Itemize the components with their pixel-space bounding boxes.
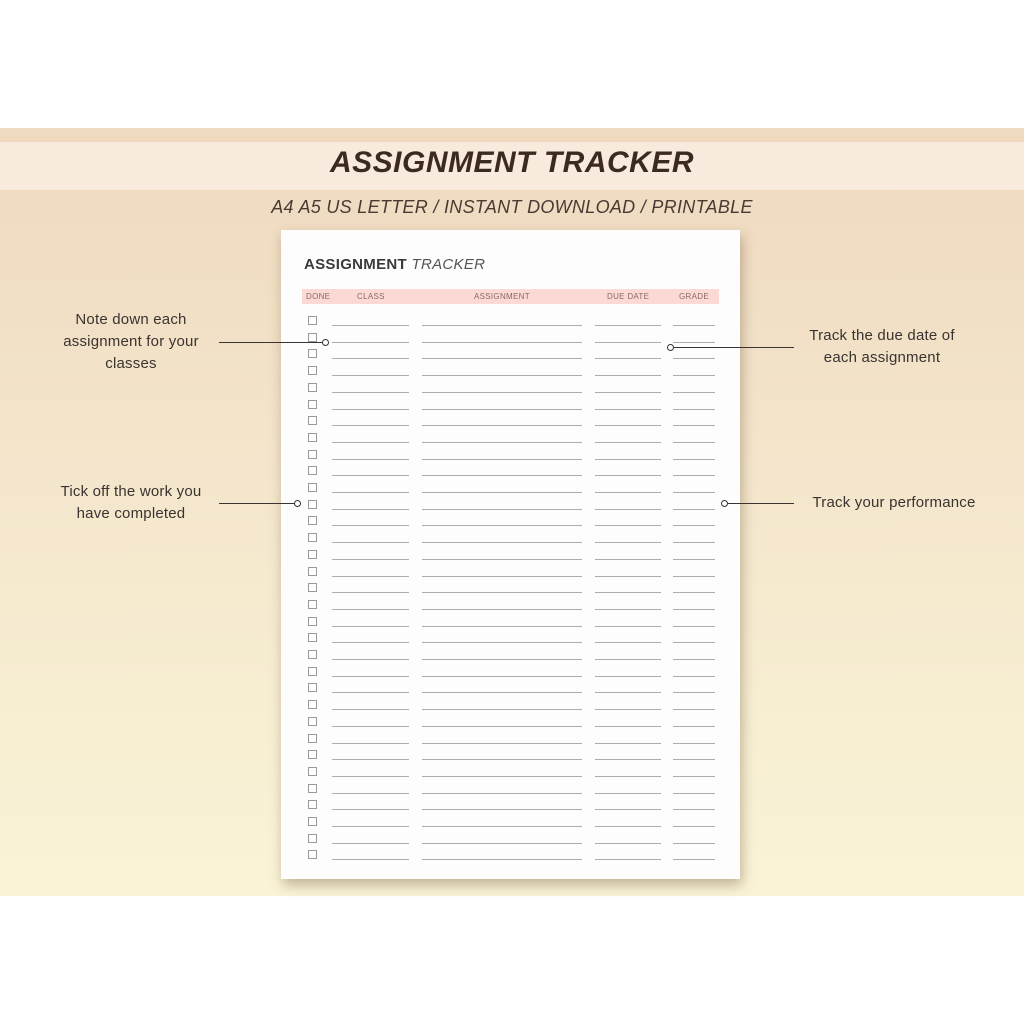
assignment-line <box>422 843 582 844</box>
due-date-line <box>595 392 661 393</box>
due-date-line <box>595 626 661 627</box>
class-line <box>332 826 409 827</box>
callout-class: Note down each assignment for your classes <box>63 311 199 372</box>
done-checkbox[interactable] <box>308 516 317 525</box>
class-line <box>332 809 409 810</box>
grade-line <box>673 609 715 610</box>
done-checkbox[interactable] <box>308 583 317 592</box>
due-date-line <box>595 793 661 794</box>
table-row <box>281 598 740 614</box>
assignment-line <box>422 659 582 660</box>
class-line <box>332 375 409 376</box>
table-row <box>281 498 740 514</box>
due-date-line <box>595 409 661 410</box>
done-checkbox[interactable] <box>308 734 317 743</box>
class-line <box>332 692 409 693</box>
due-date-line <box>595 843 661 844</box>
due-date-line <box>595 809 661 810</box>
table-row <box>281 514 740 530</box>
done-checkbox[interactable] <box>308 633 317 642</box>
due-date-line <box>595 509 661 510</box>
assignment-line <box>422 425 582 426</box>
class-line <box>332 576 409 577</box>
assignment-line <box>422 743 582 744</box>
grade-line <box>673 358 715 359</box>
assignment-line <box>422 776 582 777</box>
class-line <box>332 509 409 510</box>
grade-line <box>673 776 715 777</box>
assignment-line <box>422 709 582 710</box>
due-date-line <box>595 576 661 577</box>
table-row <box>281 531 740 547</box>
table-row <box>281 715 740 731</box>
due-date-line <box>595 692 661 693</box>
assignment-line <box>422 375 582 376</box>
table-row <box>281 815 740 831</box>
grade-line <box>673 409 715 410</box>
grade-line <box>673 743 715 744</box>
done-checkbox[interactable] <box>308 834 317 843</box>
assignment-line <box>422 793 582 794</box>
class-line <box>332 358 409 359</box>
assignment-line <box>422 392 582 393</box>
due-date-line <box>595 325 661 326</box>
assignment-line <box>422 859 582 860</box>
table-row <box>281 782 740 798</box>
due-date-line <box>595 776 661 777</box>
table-row <box>281 732 740 748</box>
class-line <box>332 793 409 794</box>
table-row <box>281 748 740 764</box>
assignment-line <box>422 442 582 443</box>
class-line <box>332 425 409 426</box>
class-line <box>332 342 409 343</box>
class-line <box>332 475 409 476</box>
page-subtitle: A4 A5 US LETTER / INSTANT DOWNLOAD / PRINTABLE <box>271 197 753 217</box>
table-row <box>281 464 740 480</box>
assignment-line <box>422 542 582 543</box>
done-checkbox[interactable] <box>308 850 317 859</box>
assignment-line <box>422 509 582 510</box>
assignment-line <box>422 492 582 493</box>
done-checkbox[interactable] <box>308 767 317 776</box>
done-checkbox[interactable] <box>308 466 317 475</box>
class-line <box>332 459 409 460</box>
due-date-line <box>595 826 661 827</box>
class-line <box>332 859 409 860</box>
class-line <box>332 492 409 493</box>
assignment-line <box>422 409 582 410</box>
callout-done: Tick off the work you have completed <box>60 483 202 522</box>
leader-due-date <box>673 347 794 348</box>
class-line <box>332 609 409 610</box>
grade-line <box>673 442 715 443</box>
header-done: DONE <box>306 292 331 301</box>
class-line <box>332 392 409 393</box>
done-checkbox[interactable] <box>308 533 317 542</box>
done-checkbox[interactable] <box>308 717 317 726</box>
done-checkbox[interactable] <box>308 617 317 626</box>
assignment-line <box>422 809 582 810</box>
grade-line <box>673 542 715 543</box>
done-checkbox[interactable] <box>308 366 317 375</box>
header-assignment: ASSIGNMENT <box>474 292 530 301</box>
class-line <box>332 676 409 677</box>
table-row <box>281 581 740 597</box>
due-date-line <box>595 726 661 727</box>
done-checkbox[interactable] <box>308 567 317 576</box>
done-checkbox[interactable] <box>308 700 317 709</box>
grade-line <box>673 475 715 476</box>
callout-due-date: Track the due date of each assignment <box>809 327 955 366</box>
done-checkbox[interactable] <box>308 483 317 492</box>
due-date-line <box>595 592 661 593</box>
grade-line <box>673 325 715 326</box>
table-rows <box>281 230 740 879</box>
assignment-line <box>422 325 582 326</box>
assignment-line <box>422 609 582 610</box>
grade-line <box>673 525 715 526</box>
header-due-date: DUE DATE <box>607 292 650 301</box>
assignment-line <box>422 475 582 476</box>
table-row <box>281 414 740 430</box>
due-date-line <box>595 743 661 744</box>
class-line <box>332 592 409 593</box>
grade-line <box>673 659 715 660</box>
marker-class <box>322 339 329 346</box>
due-date-line <box>595 642 661 643</box>
due-date-line <box>595 425 661 426</box>
grade-line <box>673 392 715 393</box>
done-checkbox[interactable] <box>308 750 317 759</box>
table-row <box>281 565 740 581</box>
assignment-line <box>422 826 582 827</box>
due-date-line <box>595 659 661 660</box>
class-line <box>332 559 409 560</box>
grade-line <box>673 759 715 760</box>
page-title: ASSIGNMENT TRACKER <box>329 146 694 179</box>
grade-line <box>673 342 715 343</box>
grade-line <box>673 642 715 643</box>
class-line <box>332 542 409 543</box>
class-line <box>332 776 409 777</box>
grade-line <box>673 492 715 493</box>
done-checkbox[interactable] <box>308 416 317 425</box>
due-date-line <box>595 375 661 376</box>
assignment-line <box>422 726 582 727</box>
table-row <box>281 548 740 564</box>
grade-line <box>673 559 715 560</box>
assignment-line <box>422 459 582 460</box>
class-line <box>332 442 409 443</box>
due-date-line <box>595 542 661 543</box>
grade-line <box>673 626 715 627</box>
due-date-line <box>595 709 661 710</box>
leader-done <box>219 503 295 504</box>
done-checkbox[interactable] <box>308 450 317 459</box>
table-row <box>281 448 740 464</box>
header-class: CLASS <box>357 292 385 301</box>
table-row <box>281 848 740 864</box>
table-row <box>281 832 740 848</box>
assignment-line <box>422 642 582 643</box>
table-row <box>281 765 740 781</box>
done-checkbox[interactable] <box>308 550 317 559</box>
due-date-line <box>595 525 661 526</box>
table-row <box>281 314 740 330</box>
assignment-line <box>422 525 582 526</box>
assignment-line <box>422 576 582 577</box>
grade-line <box>673 425 715 426</box>
table-row <box>281 364 740 380</box>
grade-line <box>673 859 715 860</box>
due-date-line <box>595 442 661 443</box>
done-checkbox[interactable] <box>308 400 317 409</box>
grade-line <box>673 459 715 460</box>
grade-line <box>673 843 715 844</box>
table-row <box>281 798 740 814</box>
grade-line <box>673 692 715 693</box>
marker-done <box>294 500 301 507</box>
due-date-line <box>595 475 661 476</box>
table-row <box>281 665 740 681</box>
class-line <box>332 409 409 410</box>
class-line <box>332 642 409 643</box>
grade-line <box>673 809 715 810</box>
assignment-line <box>422 759 582 760</box>
class-line <box>332 525 409 526</box>
tracker-sheet <box>281 230 740 879</box>
done-checkbox[interactable] <box>308 349 317 358</box>
table-row <box>281 431 740 447</box>
assignment-line <box>422 626 582 627</box>
done-checkbox[interactable] <box>308 433 317 442</box>
class-line <box>332 325 409 326</box>
grade-line <box>673 826 715 827</box>
done-checkbox[interactable] <box>308 316 317 325</box>
done-checkbox[interactable] <box>308 784 317 793</box>
due-date-line <box>595 676 661 677</box>
assignment-line <box>422 559 582 560</box>
due-date-line <box>595 559 661 560</box>
grade-line <box>673 676 715 677</box>
grade-line <box>673 375 715 376</box>
assignment-line <box>422 692 582 693</box>
table-row <box>281 381 740 397</box>
grade-line <box>673 726 715 727</box>
done-checkbox[interactable] <box>308 683 317 692</box>
assignment-line <box>422 592 582 593</box>
table-row <box>281 615 740 631</box>
done-checkbox[interactable] <box>308 500 317 509</box>
done-checkbox[interactable] <box>308 650 317 659</box>
sheet-title-bold: ASSIGNMENT <box>304 256 408 273</box>
due-date-line <box>595 358 661 359</box>
class-line <box>332 659 409 660</box>
grade-line <box>673 793 715 794</box>
class-line <box>332 726 409 727</box>
class-line <box>332 626 409 627</box>
assignment-line <box>422 676 582 677</box>
table-row <box>281 481 740 497</box>
table-row <box>281 698 740 714</box>
callout-grade: Track your performance <box>812 494 976 511</box>
class-line <box>332 759 409 760</box>
leader-class <box>219 342 323 343</box>
assignment-line <box>422 342 582 343</box>
table-row <box>281 681 740 697</box>
table-row <box>281 631 740 647</box>
due-date-line <box>595 859 661 860</box>
class-line <box>332 709 409 710</box>
grade-line <box>673 509 715 510</box>
grade-line <box>673 576 715 577</box>
class-line <box>332 743 409 744</box>
leader-grade <box>727 503 794 504</box>
table-row <box>281 648 740 664</box>
grade-line <box>673 709 715 710</box>
table-row <box>281 398 740 414</box>
done-checkbox[interactable] <box>308 383 317 392</box>
done-checkbox[interactable] <box>308 817 317 826</box>
class-line <box>332 843 409 844</box>
due-date-line <box>595 459 661 460</box>
due-date-line <box>595 609 661 610</box>
due-date-line <box>595 759 661 760</box>
done-checkbox[interactable] <box>308 600 317 609</box>
assignment-line <box>422 358 582 359</box>
done-checkbox[interactable] <box>308 800 317 809</box>
grade-line <box>673 592 715 593</box>
due-date-line <box>595 492 661 493</box>
sheet-title-italic: TRACKER <box>411 256 486 273</box>
header-grade: GRADE <box>679 292 709 301</box>
done-checkbox[interactable] <box>308 333 317 342</box>
due-date-line <box>595 342 661 343</box>
done-checkbox[interactable] <box>308 667 317 676</box>
